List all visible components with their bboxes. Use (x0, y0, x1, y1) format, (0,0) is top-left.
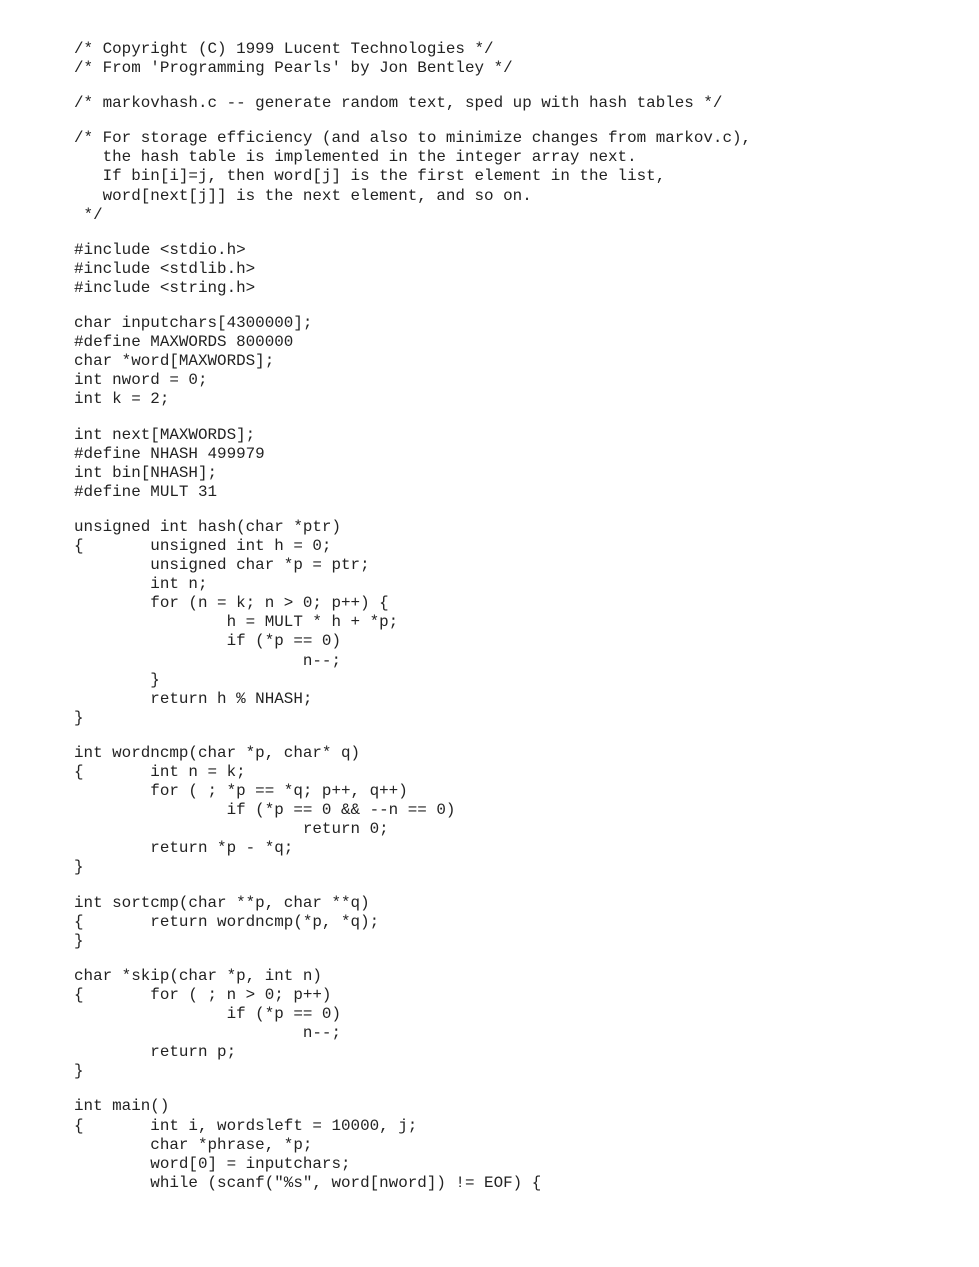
blank-line (74, 225, 751, 241)
code-line: } (74, 670, 160, 689)
code-line: } (74, 1062, 84, 1081)
code-line: if (*p == 0 && --n == 0) (74, 801, 456, 820)
code-line: char *skip(char *p, int n) (74, 966, 322, 985)
code-line: n--; (74, 1024, 342, 1043)
blank-line (74, 728, 751, 744)
code-line: char *word[MAXWORDS]; (74, 352, 275, 371)
blank-line (74, 113, 751, 129)
code-line: /* For storage efficiency (and also to minimize changes from markov.c), (74, 129, 752, 148)
code-line: { int i, wordsleft = 10000, j; (74, 1116, 418, 1135)
code-line: char *phrase, *p; (74, 1135, 313, 1154)
code-line: { int n = k; (74, 763, 246, 781)
code-line: return h % NHASH; (74, 689, 313, 708)
code-line: { return wordncmp(*p, *q); (74, 912, 380, 931)
blank-line (74, 298, 751, 314)
code-line: int wordncmp(char *p, char* q) (74, 743, 361, 762)
code-line: the hash table is implemented in the integer array next. (74, 148, 637, 167)
code-line: /* From 'Programming Pearls' by Jon Bentley */ (74, 59, 513, 78)
code-line: word[next[j]] is the next element, and so on. (74, 186, 532, 205)
code-line: int bin[NHASH]; (74, 463, 218, 482)
code-line: } (74, 708, 84, 727)
code-line: #include <stdlib.h> (74, 259, 256, 278)
code-line: If bin[i]=j, then word[j] is the first element in the list, (74, 167, 666, 186)
source-code-listing (74, 40, 751, 1193)
blank-line (74, 1081, 751, 1097)
code-line: /* Copyright (C) 1999 Lucent Technologies */ (74, 40, 494, 58)
code-line: if (*p == 0) (74, 632, 342, 651)
blank-line (74, 878, 751, 894)
code-line: unsigned char *p = ptr; (74, 556, 370, 575)
code-line: int nword = 0; (74, 371, 208, 390)
code-line: word[0] = inputchars; (74, 1154, 351, 1173)
code-line: #include <stdio.h> (74, 240, 246, 259)
code-line: int sortcmp(char **p, char **q) (74, 893, 370, 912)
code-line: #define MULT 31 (74, 482, 218, 501)
blank-line (74, 410, 751, 426)
code-line: */ (74, 205, 103, 224)
code-line: #define NHASH 499979 (74, 444, 265, 463)
code-line: for ( ; *p == *q; p++, q++) (74, 782, 408, 801)
code-line: } (74, 931, 84, 950)
code-line: return *p - *q; (74, 839, 294, 858)
code-line: int next[MAXWORDS]; (74, 425, 256, 444)
blank-line (74, 78, 751, 94)
code-line: int k = 2; (74, 390, 170, 409)
code-line: #define MAXWORDS 800000 (74, 333, 294, 352)
code-line: if (*p == 0) (74, 1005, 342, 1024)
blank-line (74, 502, 751, 518)
code-line: { unsigned int h = 0; (74, 536, 332, 555)
code-line: while (scanf("%s", word[nword]) != EOF) { (74, 1173, 542, 1192)
code-line: /* markovhash.c -- generate random text, sped up with hash tables */ (74, 94, 723, 113)
code-line: } (74, 858, 84, 877)
blank-line (74, 951, 751, 967)
code-line: for (n = k; n > 0; p++) { (74, 594, 389, 613)
code-line: int main() (74, 1097, 170, 1116)
code-line: #include <string.h> (74, 278, 256, 297)
code-line: return 0; (74, 820, 389, 839)
code-line: int n; (74, 575, 208, 594)
code-line: return p; (74, 1043, 237, 1062)
code-line: unsigned int hash(char *ptr) (74, 517, 342, 536)
code-line: { for ( ; n > 0; p++) (74, 985, 332, 1004)
code-line: char inputchars[4300000]; (74, 314, 313, 333)
code-line: h = MULT * h + *p; (74, 613, 399, 632)
code-line: n--; (74, 651, 342, 670)
